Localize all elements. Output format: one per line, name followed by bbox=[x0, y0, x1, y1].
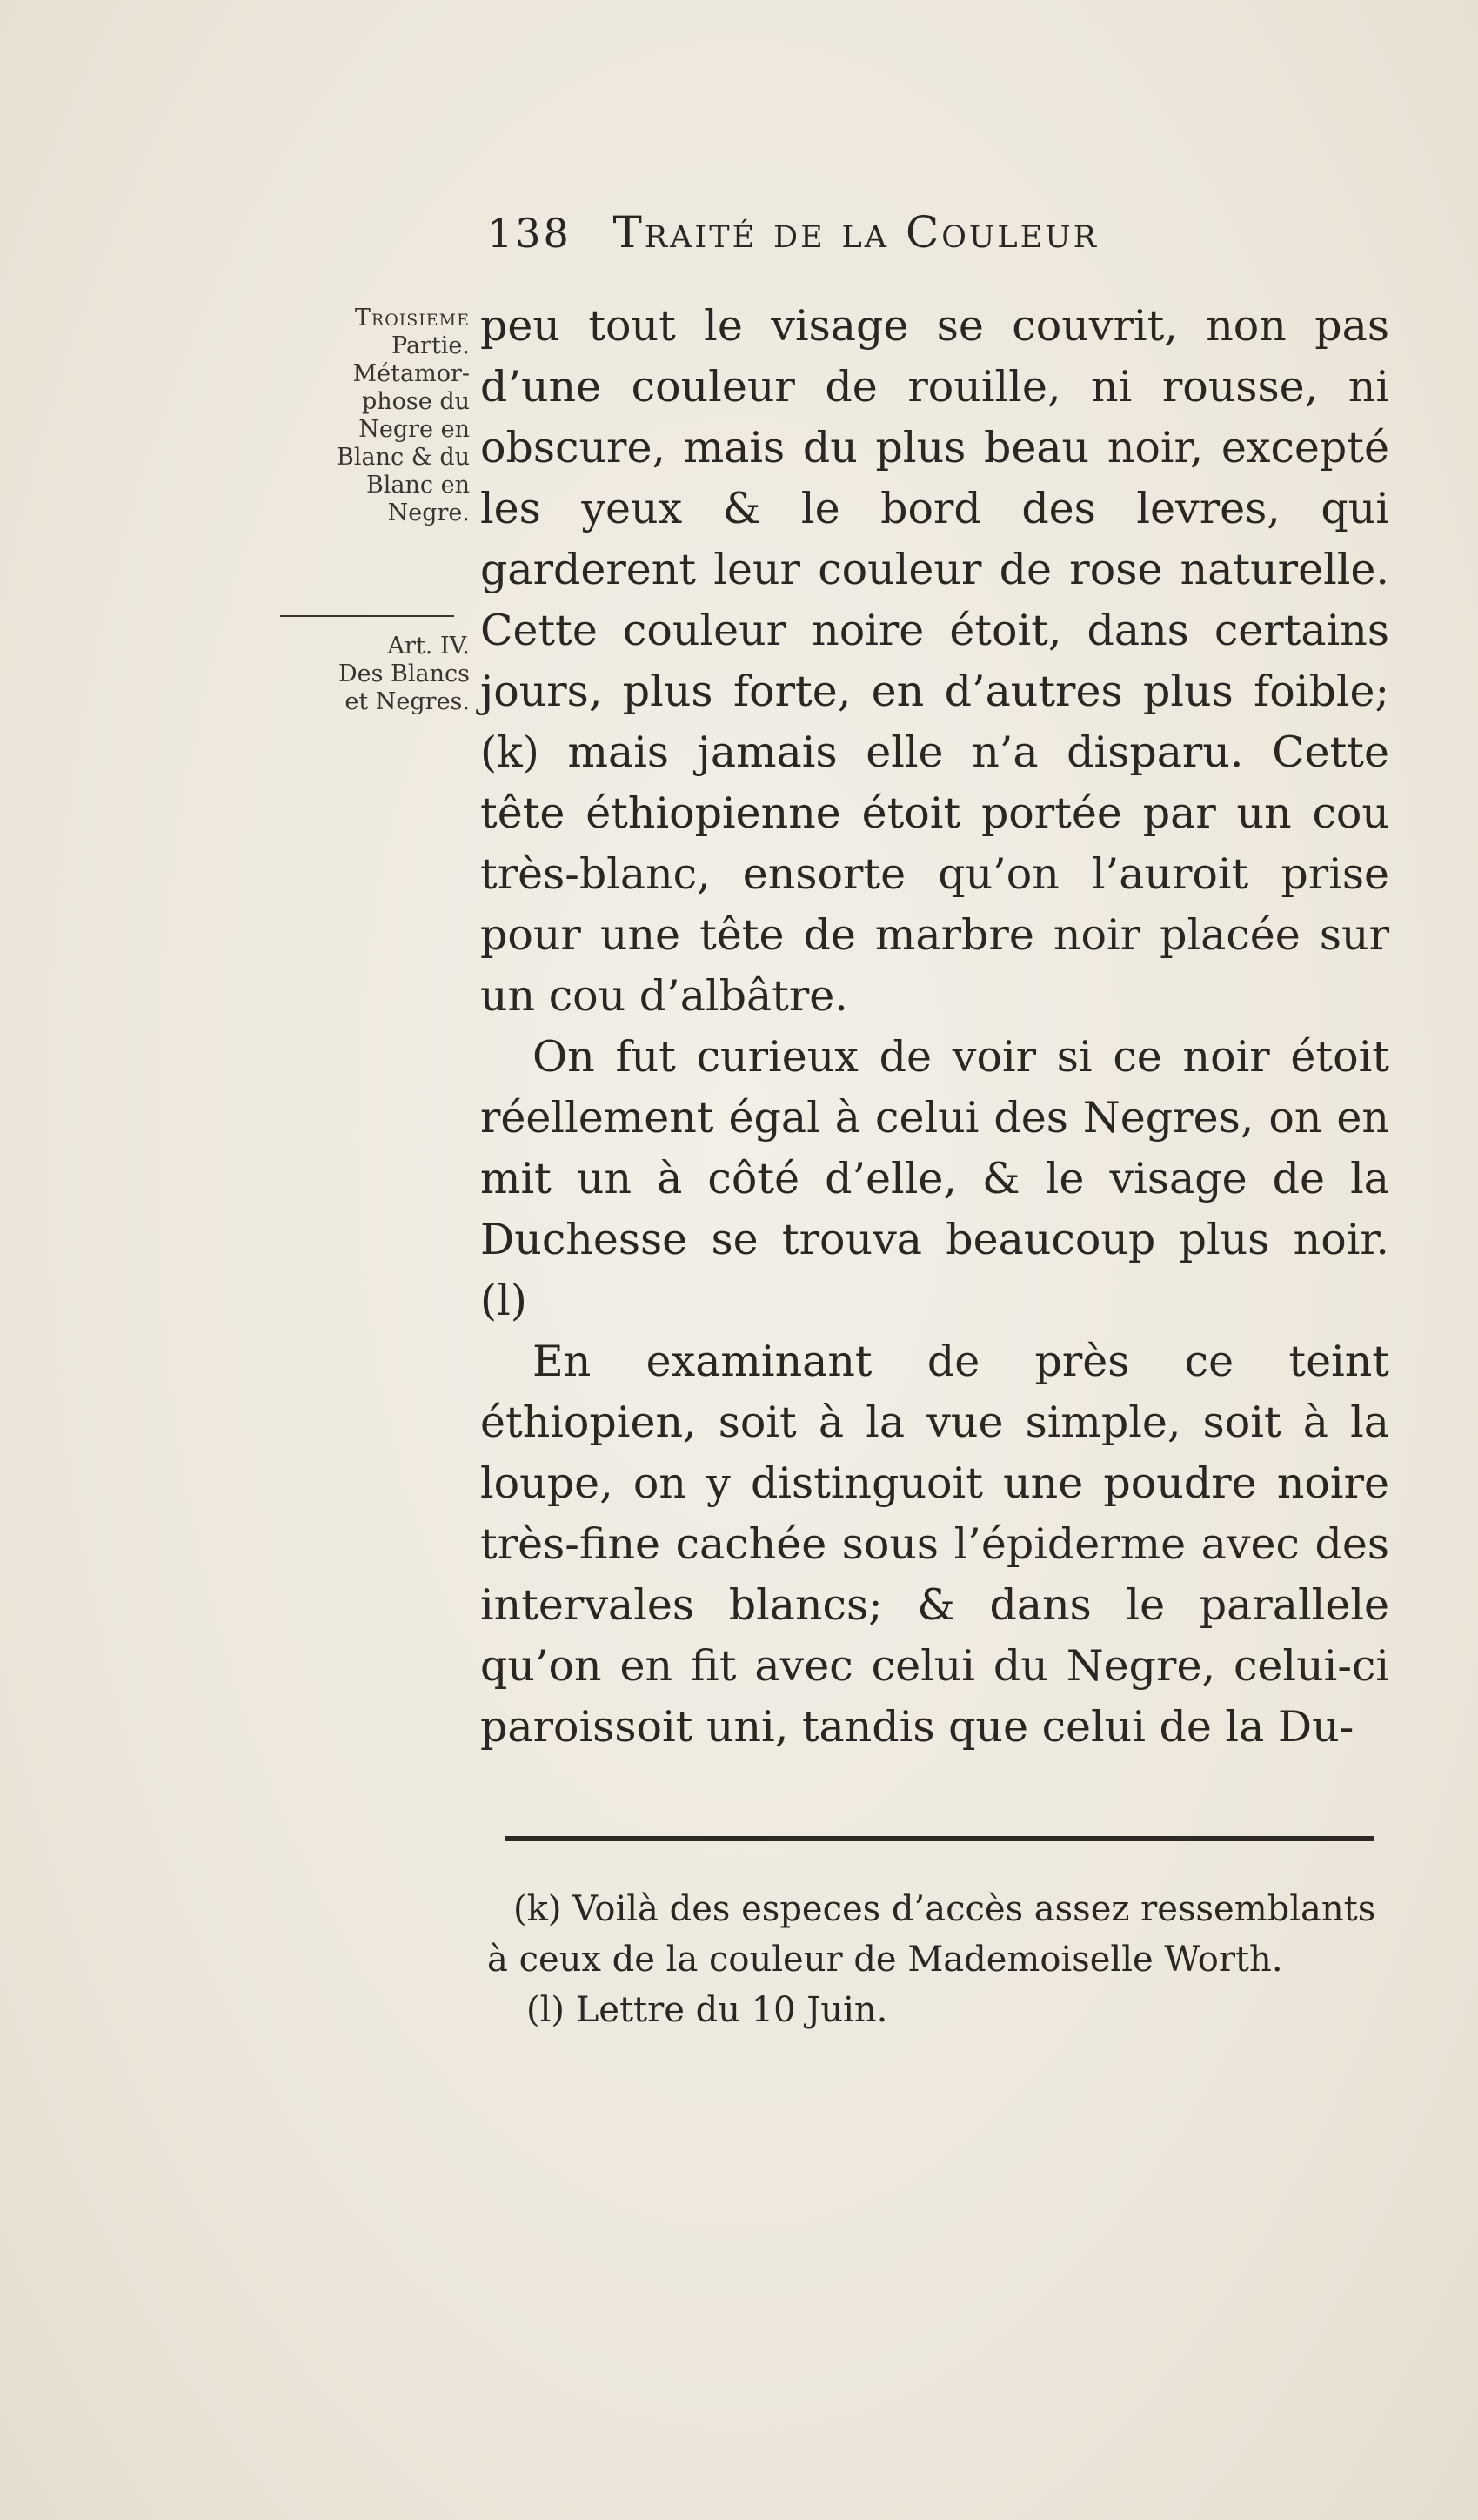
margin-line: Blanc en bbox=[365, 472, 470, 499]
footnote: (k) Voilà des especes d’accès assez ressemblants à ceux de la couleur de Mademoiselle Worth. bbox=[487, 1889, 1376, 1980]
paragraph: On fut curieux de voir si ce noir étoit réellement égal à celui des Negres, on en mit un à côté d’elle, & le visage de la Duchesse se trouva beaucoup plus noir. (l) bbox=[480, 1032, 1389, 1325]
margin-divider bbox=[280, 615, 454, 617]
margin-line: et Negres. bbox=[344, 688, 470, 715]
margin-line: phose du bbox=[361, 388, 470, 415]
margin-note-section bbox=[261, 305, 470, 527]
margin-line: Métamor- bbox=[352, 360, 470, 387]
running-title: Traité de la Couleur bbox=[612, 207, 1100, 258]
main-text bbox=[480, 296, 1389, 1758]
margin-line: Negre en bbox=[358, 416, 470, 443]
footnote-rule bbox=[505, 1836, 1374, 1841]
paragraph: En examinant de près ce teint éthiopien, soit à la vue simple, soit à la loupe, on y distinguoit une poudre noire très-fine cachée sous l’épiderme avec des intervales blancs; & dans le parallele qu’on en fit avec celui du Negre, celui-ci paroissoit uni, tandis que celui de la Du- bbox=[480, 1337, 1389, 1752]
footnote: (l) Lettre du 10 Juin. bbox=[526, 1990, 888, 2030]
margin-line: Des Blancs bbox=[338, 660, 470, 687]
paragraph: peu tout le visage se couvrit, non pas d’une couleur de rouille, ni rousse, ni obscure, mais du plus beau noir, excepté les yeux & le bord des levres, qui garderent leur couleur de rose naturelle. Cette couleur noire étoit, dans certains jours, plus forte, en d’autres plus foible; (k) mais jamais elle n’a disparu. Cette tête éthiopienne étoit portée par un cou très-blanc, ensorte qu’on l’auroit prise pour une tête de marbre noir placée sur un cou d’albâtre. bbox=[480, 301, 1389, 1021]
margin-line: Blanc & du bbox=[337, 444, 470, 471]
margin-note-article bbox=[261, 633, 470, 716]
margin-line: Art. IV. bbox=[387, 633, 470, 660]
running-header bbox=[487, 207, 1270, 277]
page-number: 138 bbox=[487, 210, 572, 257]
margin-line: Negre. bbox=[387, 499, 470, 526]
footnotes bbox=[487, 1884, 1392, 2035]
margin-line: Partie. bbox=[391, 332, 470, 359]
margin-line: Troisieme bbox=[354, 305, 470, 332]
